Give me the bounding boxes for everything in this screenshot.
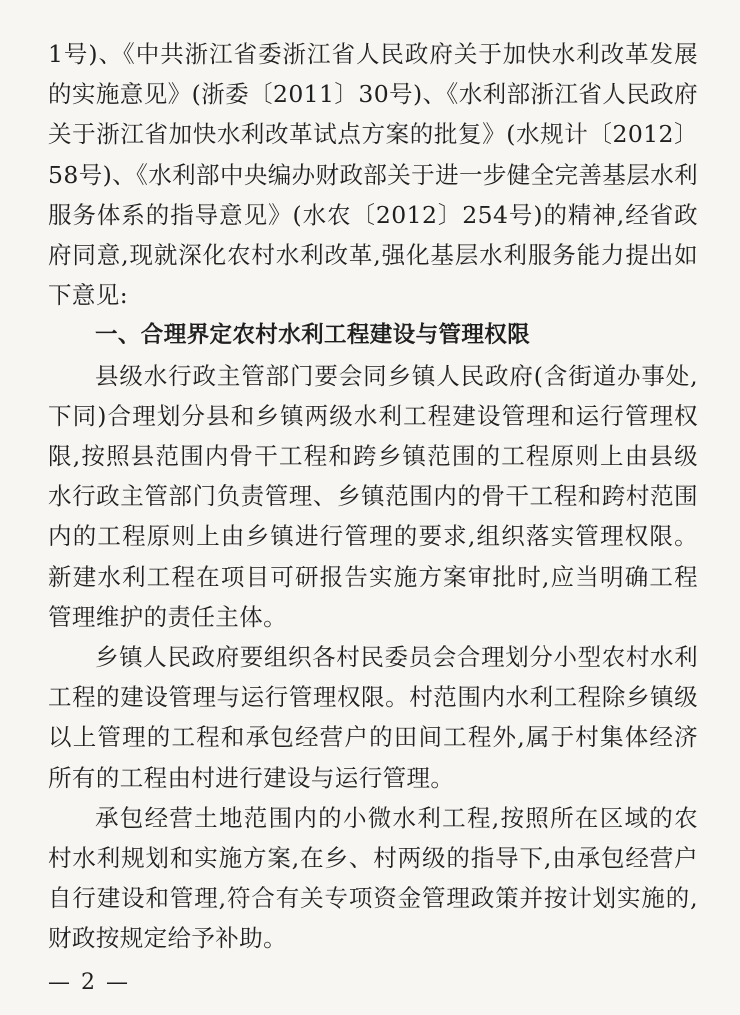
- text-line: 省加快水利改革试点方案的批复》(水规计〔2012〕58号)、《水利: [48, 120, 698, 189]
- page-number: — 2 —: [48, 970, 130, 995]
- text-line: 水利规划和实施方案,在乡、村两级的指导下,由承包经营户自: [48, 844, 698, 913]
- section-heading: [48, 315, 698, 355]
- text-line: 工程的建设管理与运行管理权限。村范围内水利工程除乡镇级以: [48, 683, 698, 752]
- text-line: 原则上由乡镇进行管理的要求,组织落实管理权限。新建水利工: [48, 522, 698, 591]
- text-line: 施意见》(浙委〔2011〕30号)、《水利部浙江省人民政府关于浙江: [48, 80, 698, 149]
- text-line: 行建设和管理,符合有关专项资金管理政策并按计划实施的,财: [48, 884, 698, 953]
- text-line: 乡镇人民政府要组织各村民委员会合理划分小型农村水利: [95, 643, 698, 672]
- text-line: 政按规定给予补助。: [71, 924, 288, 953]
- text-line: 任主体。: [191, 602, 288, 631]
- text-line: 意见》(水农〔2012〕254号)的精神,经省政府同意,现就深化: [48, 200, 698, 270]
- document-body: [48, 34, 698, 959]
- text-line: 下同)合理划分县和乡镇两级水利工程建设管理和运行管理权限,: [48, 401, 698, 471]
- text-line: 程在项目可研报告实施方案审批时,应当明确工程管理维护的责: [48, 562, 698, 631]
- text-line: 1号)、《中共浙江省委浙江省人民政府关于加快水利改革发展的实: [48, 40, 698, 109]
- body-paragraph: [48, 798, 698, 959]
- text-line: 农村水利改革,强化基层水利服务能力提出如下意见:: [48, 241, 698, 310]
- text-line: 县级水行政主管部门要会同乡镇人民政府(含街道办事处,: [95, 361, 698, 390]
- text-line: 一、合理界定农村水利工程建设与管理权限: [95, 322, 531, 349]
- continuation-paragraph: [48, 34, 698, 315]
- body-paragraph: [48, 356, 698, 637]
- text-line: 按照县范围内骨干工程和跨乡镇范围的工程原则上由县级水行政: [48, 442, 698, 511]
- body-paragraph: [48, 637, 698, 798]
- text-line: 部中央编办财政部关于进一步健全完善基层水利服务体系的指导: [48, 160, 698, 229]
- text-line: 承包经营土地范围内的小微水利工程,按照所在区域的农村: [48, 803, 698, 873]
- text-line: 主管部门负责管理、乡镇范围内的骨干工程和跨村范围内的工程: [48, 482, 698, 551]
- text-line: 上管理的工程和承包经营户的田间工程外,属于村集体经济所有: [48, 723, 698, 792]
- text-line: 的工程由村进行建设与运行管理。: [95, 763, 455, 792]
